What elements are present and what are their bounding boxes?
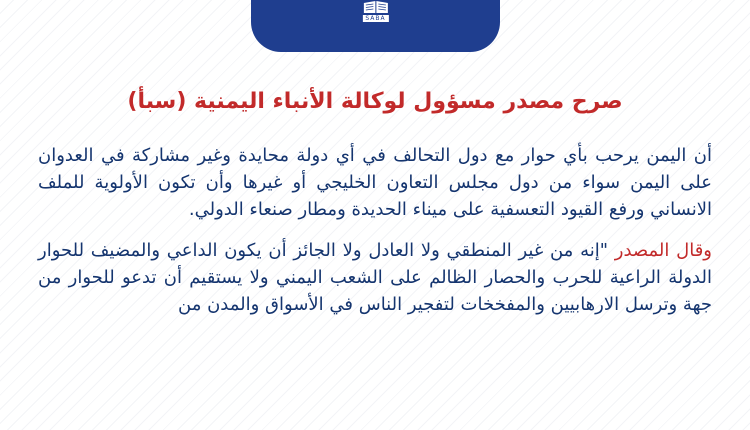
book-icon [363,0,389,14]
paragraph-2 [38,237,712,318]
article-body [38,82,712,318]
paragraph-lead: وقال المصدر [614,240,712,261]
saba-logo [362,0,388,22]
headline: صرح مصدر مسؤول لوكالة الأنباء اليمنية (سبأ) [127,89,623,114]
paragraph-2-text: "إنه من غير المنطقي ولا العادل ولا الجائز أن يكون الداعي والمضيف للحوار الدولة الراعية للحرب والحصار الظالم على الشعب اليمني ولا يستقيم أن تدعو للحوار من جهة وترسل الارهابيين والمفخخات لتفجير الناس في الأسواق والمدن من [38,240,712,315]
paragraph-1: أن اليمن يرحب بأي حوار مع دول التحالف في أي دولة محايدة وغير مشاركة في العدوان على اليمن سواء من دول مجلس التعاون الخليجي أو غيرها وأن تكون الأولوية للملف الانساني ورفع القيود التعسفية على ميناء الحديدة ومطار صنعاء الدولي. [38,145,712,220]
header-tab [251,0,500,52]
logo-text: SABA [362,15,388,22]
